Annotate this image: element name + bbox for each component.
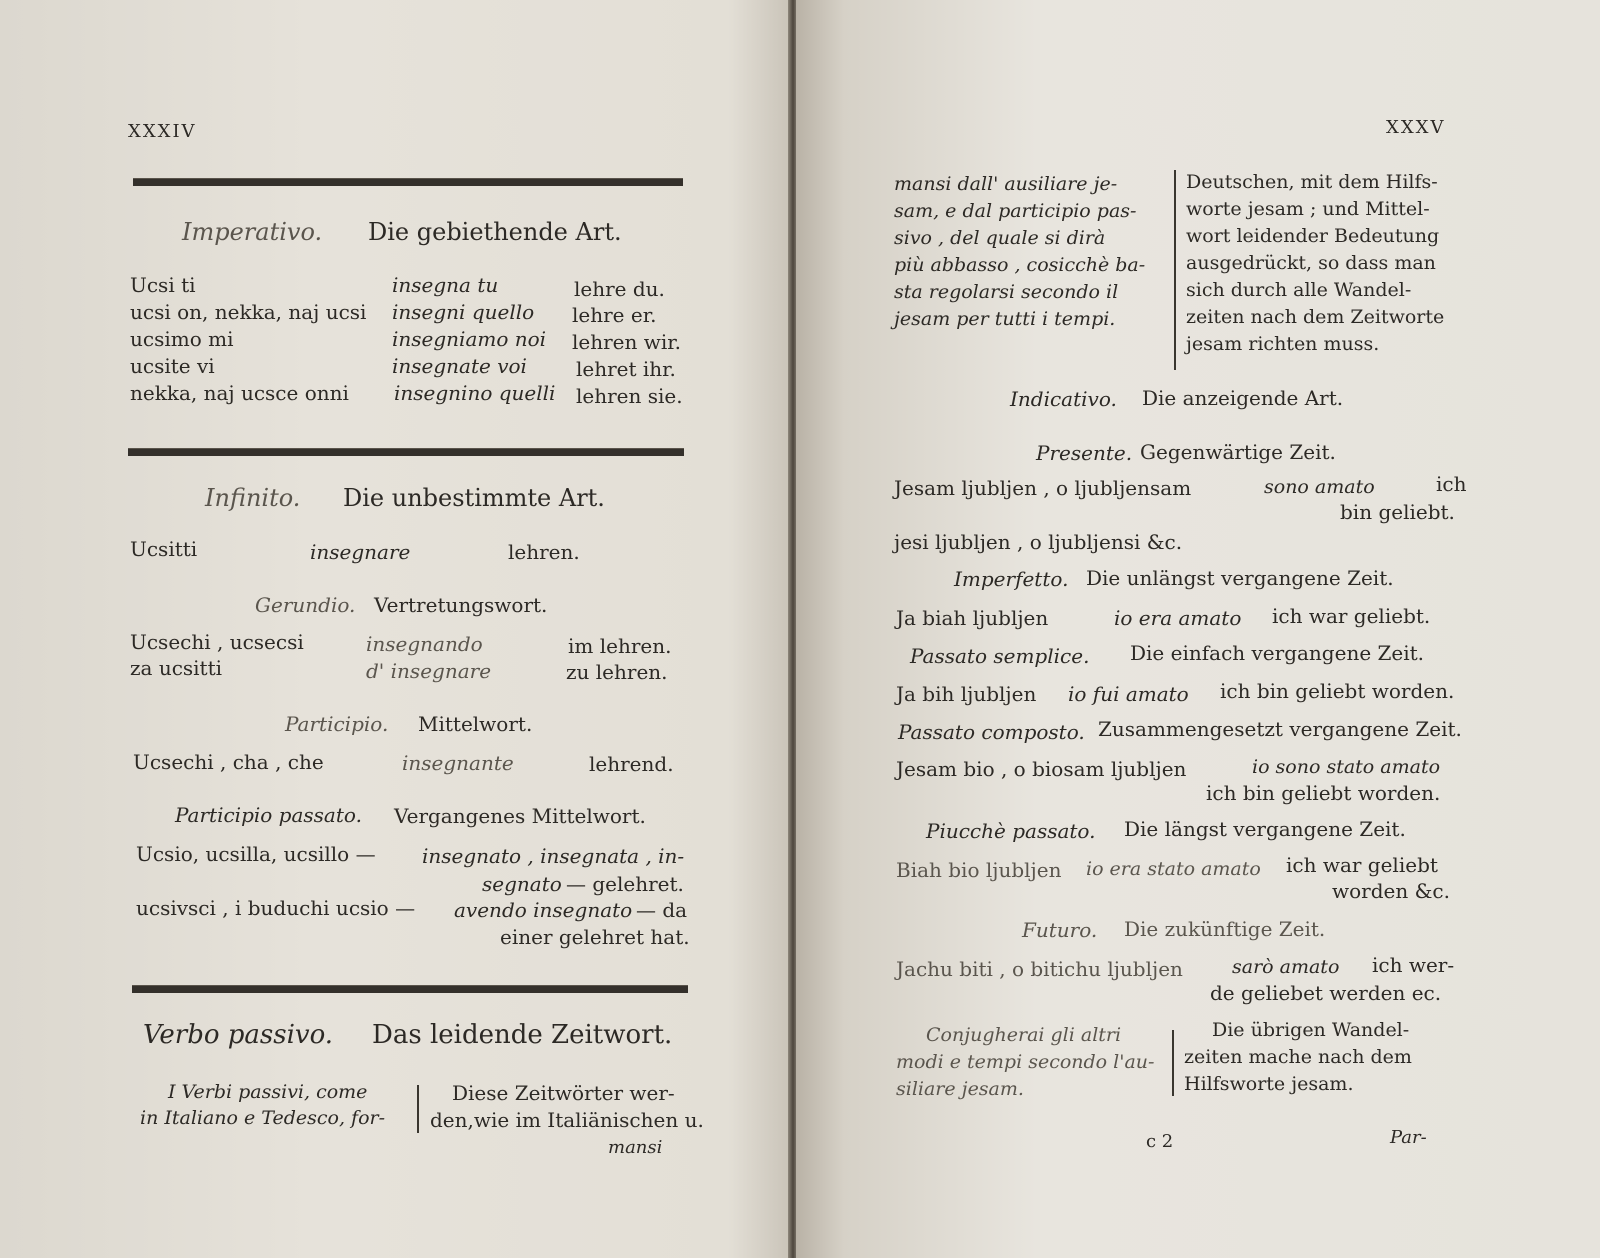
imperativo-row-sl: nekka, naj ucsce onni — [130, 381, 349, 405]
note-de-line: Hilfsworte jesam. — [1184, 1073, 1354, 1095]
imperativo-row-de: lehre er. — [572, 303, 657, 327]
catchword: mansi — [608, 1137, 663, 1158]
presente-sl: Jesam ljubljen , o ljubljensam — [894, 476, 1192, 500]
imperfetto-it: io era amato — [1114, 606, 1242, 630]
infinito-row-sl: Ucsitti — [130, 537, 198, 561]
intro-de-line: ausgedrückt, so dass man — [1186, 252, 1436, 274]
presente-label-it: Presente. — [1036, 441, 1133, 465]
imperativo-row-it: insegnate voi — [392, 354, 527, 378]
futuro-label-de: Die zukünftige Zeit. — [1124, 917, 1326, 941]
imperfetto-label-it: Imperfetto. — [954, 567, 1069, 591]
imperativo-row-it: insegni quello — [392, 300, 535, 324]
page-number: XXXV — [1386, 117, 1446, 138]
gerundio-label-de: Vertretungswort. — [374, 593, 548, 617]
passato-composto-label-it: Passato composto. — [898, 720, 1085, 744]
imperativo-row-sl: ucsite vi — [130, 354, 215, 378]
intro-it-line: jesam per tutti i tempi. — [894, 308, 1116, 330]
futuro-sl: Jachu biti , o bitichu ljubljen — [896, 957, 1183, 981]
participio-passato-it: segnato — [482, 872, 562, 896]
indicativo-label-de: Die anzeigende Art. — [1142, 386, 1344, 410]
imperfetto-label-de: Die unlängst vergangene Zeit. — [1086, 566, 1394, 590]
intro-de-line: worte jesam ; und Mittel- — [1186, 198, 1430, 220]
passato-composto-label-de: Zusammengesetzt vergangene Zeit. — [1098, 717, 1462, 741]
column-divider — [1174, 170, 1176, 370]
intro-de-line: zeiten nach dem Zeitworte — [1186, 306, 1445, 328]
imperativo-row-it: insegna tu — [392, 273, 499, 297]
intro-it-line: sta regolarsi secondo il — [894, 281, 1119, 303]
participio-passato-de: — da — [636, 898, 688, 922]
passato-semplice-it: io fui amato — [1068, 682, 1189, 706]
catchword: Par- — [1390, 1127, 1427, 1148]
indicativo-label-it: Indicativo. — [1010, 387, 1117, 411]
note-de-line: Die übrigen Wandel- — [1212, 1019, 1410, 1041]
presente-label-de: Gegenwärtige Zeit. — [1140, 440, 1336, 464]
imperativo-row-sl: ucsimo mi — [130, 327, 234, 351]
note-it-line: siliare jesam. — [896, 1078, 1024, 1100]
piucche-passato-de: ich war geliebt — [1286, 853, 1438, 877]
gerundio-row-it: insegnando — [366, 632, 483, 656]
right-page — [796, 0, 1600, 1258]
participio-row-it: insegnante — [402, 751, 514, 775]
piucche-passato-label-it: Piucchè passato. — [926, 819, 1096, 843]
section-rule — [133, 178, 683, 186]
imperativo-row-it: insegnino quelli — [394, 381, 556, 405]
infinito-row-de: lehren. — [508, 540, 580, 564]
participio-passato-it: insegnato , insegnata , in- — [422, 844, 685, 868]
infinito-row-it: insegnare — [310, 540, 411, 564]
futuro-label-it: Futuro. — [1022, 918, 1098, 942]
gerundio-row-de: im lehren. — [568, 634, 672, 658]
participio-row-sl: Ucsechi , cha , che — [133, 750, 324, 774]
participio-passato-sl: Ucsio, ucsilla, ucsillo — — [136, 842, 376, 866]
imperativo-row-de: lehren wir. — [572, 330, 681, 354]
verbo-passivo-it-line: in Italiano e Tedesco, for- — [140, 1107, 386, 1129]
imperativo-row-de: lehre du. — [574, 277, 665, 301]
piucche-passato-label-de: Die längst vergangene Zeit. — [1124, 817, 1406, 841]
note-it-line: modi e tempi secondo l'au- — [896, 1051, 1155, 1073]
participio-passato-label-de: Vergangenes Mittelwort. — [394, 804, 646, 828]
imperativo-row-sl: Ucsi ti — [130, 273, 196, 297]
gerundio-row-it: d' insegnare — [366, 659, 492, 683]
gerundio-row-sl: Ucsechi , ucsecsi — [130, 630, 304, 654]
intro-it-line: più abbasso , cosicchè ba- — [894, 254, 1146, 276]
intro-de-line: Deutschen, mit dem Hilfs- — [1186, 171, 1438, 193]
presente-it: sono amato — [1264, 476, 1375, 498]
participio-passato-it: avendo insegnato — [454, 898, 633, 922]
note-it-line: Conjugherai gli altri — [926, 1024, 1122, 1046]
futuro-it: sarò amato — [1232, 956, 1340, 978]
intro-de-line: wort leidender Bedeutung — [1186, 225, 1440, 247]
futuro-de: ich wer- — [1372, 953, 1455, 977]
participio-passato-sl: ucsivsci , i buduchi ucsio — — [136, 896, 416, 920]
verbo-passivo-de-line: Diese Zeitwörter wer- — [452, 1081, 675, 1105]
participio-label-de: Mittelwort. — [418, 712, 533, 736]
presente-de: ich — [1436, 472, 1467, 496]
passato-semplice-sl: Ja bih ljubljen — [896, 682, 1037, 706]
signature-mark: c 2 — [1146, 1131, 1174, 1152]
imperativo-row-de: lehren sie. — [576, 384, 683, 408]
piucche-passato-de: worden &c. — [1332, 879, 1450, 903]
participio-row-de: lehrend. — [589, 752, 674, 776]
infinito-label-it: Infinito. — [205, 484, 301, 512]
verbo-passivo-label-de: Das leidende Zeitwort. — [372, 1020, 673, 1050]
imperativo-row-sl: ucsi on, nekka, naj ucsi — [130, 300, 367, 324]
intro-it-line: sam, e dal participio pas- — [894, 200, 1137, 222]
passato-composto-it: io sono stato amato — [1252, 756, 1441, 778]
infinito-label-de: Die unbestimmte Art. — [343, 484, 605, 512]
passato-semplice-label-it: Passato semplice. — [910, 644, 1090, 668]
imperativo-label-it: Imperativo. — [182, 218, 323, 246]
verbo-passivo-label-it: Verbo passivo. — [143, 1020, 334, 1050]
intro-it-line: mansi dall' ausiliare je- — [894, 173, 1118, 195]
piucche-passato-sl: Biah bio ljubljen — [896, 858, 1062, 882]
intro-de-line: sich durch alle Wandel- — [1186, 279, 1412, 301]
verbo-passivo-it-line: I Verbi passivi, come — [168, 1081, 368, 1103]
imperativo-row-it: insegniamo noi — [392, 327, 547, 351]
left-page — [0, 0, 792, 1258]
presente-de: bin geliebt. — [1340, 500, 1455, 524]
imperativo-label-de: Die gebiethende Art. — [368, 218, 622, 246]
page-number: XXXIV — [128, 121, 197, 142]
passato-composto-de: ich bin geliebt worden. — [1206, 781, 1441, 805]
gerundio-row-sl: za ucsitti — [130, 656, 223, 680]
piucche-passato-it: io era stato amato — [1086, 858, 1261, 880]
presente-sl: jesi ljubljen , o ljubljensi &c. — [894, 530, 1183, 554]
passato-composto-sl: Jesam bio , o biosam ljubljen — [896, 757, 1187, 781]
passato-semplice-label-de: Die einfach vergangene Zeit. — [1130, 641, 1425, 665]
participio-passato-de: — gelehret. — [566, 872, 684, 896]
section-rule — [128, 448, 684, 456]
intro-it-line: sivo , del quale si dirà — [894, 227, 1106, 249]
verbo-passivo-de-line: den,wie im Italiänischen u. — [430, 1108, 704, 1132]
column-divider — [1172, 1030, 1174, 1096]
gerundio-row-de: zu lehren. — [566, 660, 668, 684]
gerundio-label-it: Gerundio. — [255, 593, 356, 617]
participio-passato-label-it: Participio passato. — [175, 803, 362, 827]
imperativo-row-de: lehret ihr. — [576, 357, 676, 381]
section-rule — [132, 985, 688, 993]
futuro-de: de geliebet werden ec. — [1210, 981, 1442, 1005]
participio-passato-de: einer gelehret hat. — [500, 925, 690, 949]
intro-de-line: jesam richten muss. — [1186, 333, 1380, 355]
imperfetto-de: ich war geliebt. — [1272, 604, 1431, 628]
passato-semplice-de: ich bin geliebt worden. — [1220, 679, 1455, 703]
imperfetto-sl: Ja biah ljubljen — [896, 606, 1049, 630]
note-de-line: zeiten mache nach dem — [1184, 1046, 1412, 1068]
participio-label-it: Participio. — [285, 712, 389, 736]
column-divider — [417, 1085, 419, 1133]
